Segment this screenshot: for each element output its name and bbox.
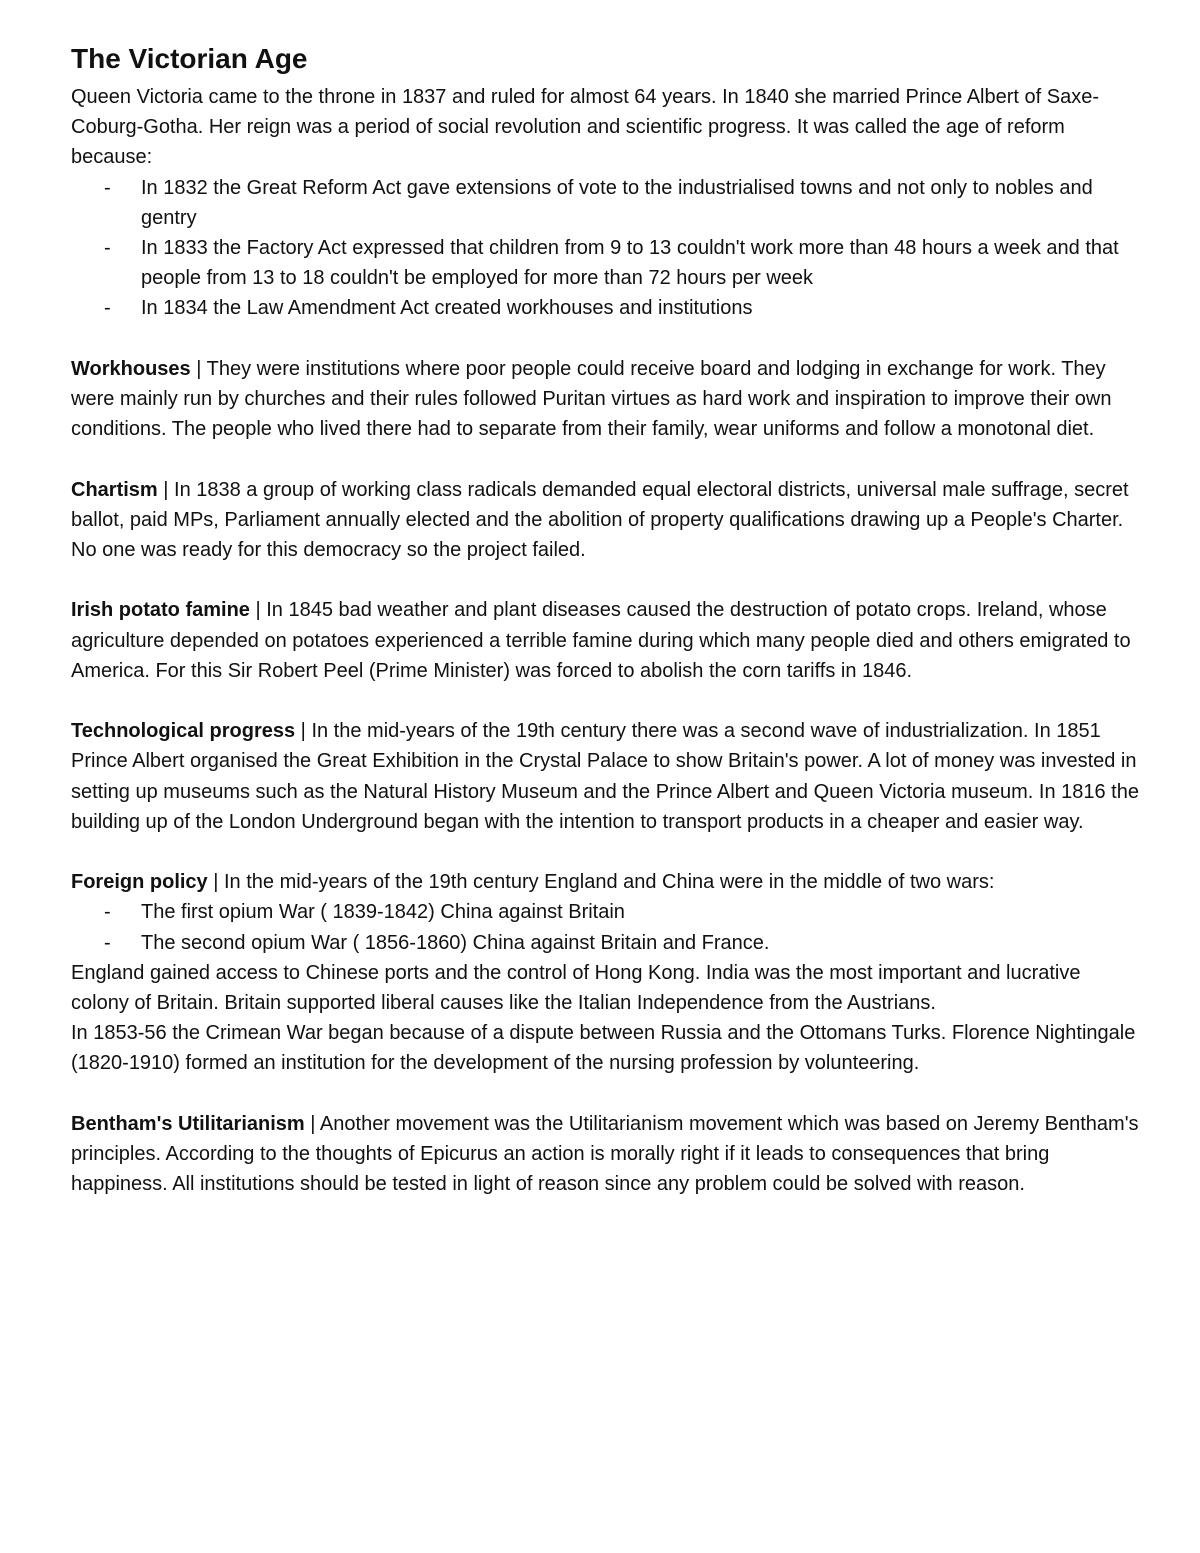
list-item (104, 928, 1141, 958)
list-item (104, 233, 1141, 293)
list-item-text: The first opium War ( 1839-1842) China against Britain (141, 901, 625, 924)
bentham-term: Bentham's Utilitarianism (71, 1112, 305, 1135)
famine-term: Irish potato famine (71, 599, 250, 622)
document-title: The Victorian Age (71, 43, 308, 74)
list-item-text: In 1833 the Factory Act expressed that children from 9 to 13 couldn't work more than 48 hours a week and that people from 13 to 18 couldn't be employed for more than 72 hours per week (141, 237, 1119, 290)
foreign-after-paragraph-1: England gained access to Chinese ports and the control of Hong Kong. India was the most important and lucrative colony of Britain. Britain supported liberal causes like the Italian Independence from the Austrians. (71, 961, 1081, 1015)
workhouses-text: They were institutions where poor people could receive board and lodging in exchange for work. They were mainly run by churches and their rules followed Puritan virtues as hard work and inspiration to improve their own conditions. The people who lived there had to separate from their family, wear uniforms and follow a monotonal diet. (71, 357, 1112, 441)
foreign-paragraph (71, 867, 1141, 897)
reform-list (71, 173, 1141, 324)
list-item-text: The second opium War ( 1856-1860) China against Britain and France. (141, 931, 770, 954)
technology-term: Technological progress (71, 720, 296, 743)
spacer (71, 1079, 1141, 1109)
separator: | (190, 357, 207, 380)
list-item-text: In 1834 the Law Amendment Act created workhouses and institutions (141, 297, 753, 320)
intro-paragraph: Queen Victoria came to the throne in 1837 and ruled for almost 64 years. In 1840 she married Prince Albert of Saxe-Coburg-Gotha. Her reign was a period of social revolution and scientific progress. It was called the age of reform because: (71, 86, 1099, 169)
famine-paragraph (71, 595, 1141, 686)
separator: | (207, 871, 224, 894)
chartism-term: Chartism (71, 478, 158, 501)
bullet-dash: - (104, 297, 111, 320)
chartism-paragraph (71, 475, 1141, 566)
separator: | (304, 1112, 320, 1135)
separator: | (249, 599, 267, 622)
spacer (71, 444, 1141, 474)
spacer (71, 837, 1141, 867)
document-page (71, 40, 1141, 1199)
workhouses-paragraph (71, 354, 1141, 445)
spacer (71, 565, 1141, 595)
wars-list (71, 897, 1141, 957)
technology-paragraph (71, 716, 1141, 837)
list-item-text: In 1832 the Great Reform Act gave extensions of vote to the industrialised towns and not only to nobles and gentry (141, 176, 1093, 229)
bullet-dash: - (104, 901, 111, 924)
spacer (71, 324, 1141, 354)
bullet-dash: - (104, 237, 111, 260)
list-item (104, 897, 1141, 927)
bullet-dash: - (104, 176, 111, 199)
foreign-term: Foreign policy (71, 871, 208, 894)
bentham-paragraph (71, 1109, 1141, 1200)
chartism-text: In 1838 a group of working class radicals demanded equal electoral districts, universal male suffrage, secret ballot, paid MPs, Parliament annually elected and the abolition of property qualifications drawing up a People's Charter. No one was ready for this democracy so the project failed. (71, 478, 1129, 562)
technology-text: In the mid-years of the 19th century there was a second wave of industrialization. In 1851 Prince Albert organised the Great Exhibition in the Crystal Palace to show Britain's power. A lot of money was invested in setting up museums such as the Natural History Museum and the Prince Albert and Queen Victoria museum. In 1816 the building up of the London Underground began with the intention to transport products in a cheaper and easier way. (71, 720, 1139, 833)
list-item (104, 293, 1141, 323)
spacer (71, 686, 1141, 716)
foreign-text: In the mid-years of the 19th century England and China were in the middle of two wars: (224, 871, 995, 894)
famine-text: In 1845 bad weather and plant diseases caused the destruction of potato crops. Ireland, whose agriculture depended on potatoes experienced a terrible famine during which many people died and others emigrated to America. For this Sir Robert Peel (Prime Minister) was forced to abolish the corn tariffs in 1846. (71, 599, 1131, 682)
separator: | (157, 478, 175, 501)
bentham-text: Another movement was the Utilitarianism movement which was based on Jeremy Bentham's principles. According to the thoughts of Epicurus an action is morally right if it leads to consequences that bring happiness. All institutions should be tested in light of reason since any problem could be solved with reason. (71, 1112, 1139, 1196)
workhouses-term: Workhouses (71, 357, 191, 380)
separator: | (295, 720, 312, 743)
bullet-dash: - (104, 931, 111, 954)
foreign-after-paragraph-2: In 1853-56 the Crimean War began because of a dispute between Russia and the Ottomans Turks. Florence Nightingale (1820-1910) formed an institution for the development of the nursing profession by volunteering. (71, 1022, 1136, 1075)
list-item (104, 173, 1141, 233)
